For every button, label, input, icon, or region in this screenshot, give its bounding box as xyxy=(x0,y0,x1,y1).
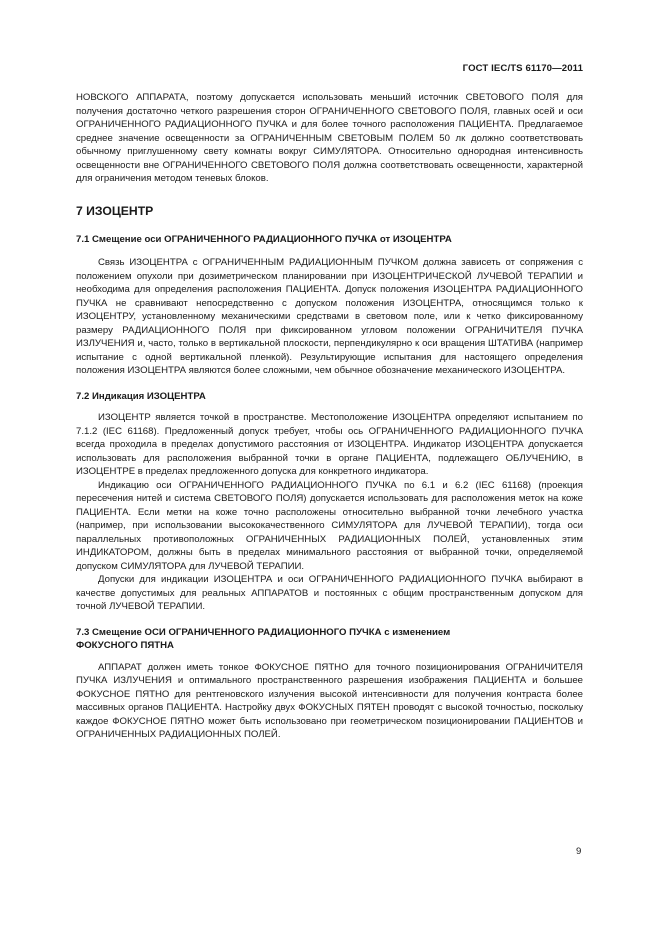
section-7-3-heading-line-1: 7.3 Смещение ОСИ ОГРАНИЧЕННОГО РАДИАЦИОННОГО ПУЧКА с изменением xyxy=(76,626,451,638)
intro-paragraph: НОВСКОГО АППАРАТА, поэтому допускается использовать меньший источник СВЕТОВОГО ПОЛЯ для получения достаточно четкого разрешения сторон ОГРАНИЧЕННОГО СВЕТОВОГО ПОЛЯ, главных осей и оси ОГРАНИЧЕННОГО РАДИАЦИОННОГО ПУЧКА и для более точного расположения ПАЦИЕНТА. Предлагаемое среднее значение освещенности за ОГРАНИЧЕННЫМ СВЕТОВЫМ ПОЛЕМ 50 лк должно соответствовать обычному приглушенному свету комнаты вокруг СИМУЛЯТОРА. Относительно однородная интенсивность освещенности вне ОГРАНИЧЕННОГО СВЕТОВОГО ПОЛЯ должна соответствовать освещенности, характерной для ограничения методом теневых блоков. xyxy=(76,92,583,184)
section-7-1-heading: 7.1 Смещение оси ОГРАНИЧЕННОГО РАДИАЦИОННОГО ПУЧКА от ИЗОЦЕНТРА xyxy=(76,233,452,245)
section-7-3-heading xyxy=(76,626,583,653)
section-7-2-paragraph-1: ИЗОЦЕНТР является точкой в пространстве. Местоположение ИЗОЦЕНТРА определяют испытанием по 7.1.2 (IEC 61168). Предложенный допуск требует, чтобы ось ОГРАНИЧЕННОГО РАДИАЦИОННОГО ПУЧКА всегда проходила в пределах допустимого расстояния от ИЗОЦЕНТРА. Индикатор ИЗОЦЕНТРА допускается использовать для расположения выбранной точки в органе ПАЦИЕНТА, подлежащего ОБЛУЧЕНИЮ, в ИЗОЦЕНТРЕ в пределах предложенного допуска для конкретного индикатора. xyxy=(76,412,583,477)
section-7-3-heading-line-2: ФОКУСНОГО ПЯТНА xyxy=(76,640,174,651)
page-content xyxy=(76,91,583,742)
section-7-2-paragraph-3: Допуски для индикации ИЗОЦЕНТРА и оси ОГРАНИЧЕННОГО РАДИАЦИОННОГО ПУЧКА выбирают в качестве допустимых для реальных АППАРАТОВ и постоянных с общим пространственным допуском для точной ЛУЧЕВОЙ ТЕРАПИИ. xyxy=(76,574,583,612)
section-7-1-paragraph: Связь ИЗОЦЕНТРА с ОГРАНИЧЕННЫМ РАДИАЦИОННЫМ ПУЧКОМ должна зависеть от сопряжения с положением опухоли при дозиметрическом планировании при ИЗОЦЕНТРИЧЕСКОЙ ЛУЧЕВОЙ ТЕРАПИИ и необходима для определения расположения ПАЦИЕНТА. Допуск положения ИЗОЦЕНТРА РАДИАЦИОННОГО ПУЧКА не сравнивают непосредственно с допуском положения ИЗОЦЕНТРА, относящимся только к ИЗОЦЕНТРУ, установленному механическими средствами в световом поле, или к четко фиксированному размеру РАДИАЦИОННОГО ПОЛЯ при фиксированном угловом положении ОГРАНИЧИТЕЛЯ ПУЧКА ИЗЛУЧЕНИЯ и, часто, только в вертикальной плоскости, перпендикулярно к оси вращения ШТАТИВА (например испытание с одной вертикальной пленкой). Результирующие испытания для настоящего определения положения ИЗОЦЕНТРА являются более сложными, чем обычное обозначение механического ИЗОЦЕНТРА. xyxy=(76,257,583,376)
section-7-3-paragraph: АППАРАТ должен иметь тонкое ФОКУСНОЕ ПЯТНО для точного позиционирования ОГРАНИЧИТЕЛЯ ПУЧКА ИЗЛУЧЕНИЯ и оптимального пространственного разрешения изображения ПАЦИЕНТА и большее ФОКУСНОЕ ПЯТНО для рентгеновского излучения высокой интенсивности для получения контраста более массивных органов ПАЦИЕНТА. Настройку двух ФОКУСНЫХ ПЯТЕН проводят с высокой точностью, поскольку каждое ФОКУСНОЕ ПЯТНО может быть использовано при геометрическом позиционировании ПАЦИЕНТОВ и ОГРАНИЧЕННЫХ РАДИАЦИОННЫХ ПОЛЕЙ. xyxy=(76,661,583,740)
section-7-2-heading: 7.2 Индикация ИЗОЦЕНТРА xyxy=(76,390,206,402)
page-number: 9 xyxy=(576,846,582,857)
section-7-2-paragraph-2: Индикацию оси ОГРАНИЧЕННОГО РАДИАЦИОННОГО ПУЧКА по 6.1 и 6.2 (IEC 61168) (проекция пересечения нитей и система СВЕТОВОГО ПОЛЯ) допускается использовать для расположения меток на коже ПАЦИЕНТА. Если метки на коже точно расположены относительно выбранной точки лечебного участка (например, при использовании высококачественного СИМУЛЯТОРА для ЛУЧЕВОЙ ТЕРАПИИ), тогда оси параллельных противоположных ОГРАНИЧЕННЫХ РАДИАЦИОННЫХ ПОЛЕЙ, установленных этим ИНДИКАТОРОМ, должны быть в пределах минимального расстояния от выбранной точки, определяемой допуском СИМУЛЯТОРА для ЛУЧЕВОЙ ТЕРАПИИ. xyxy=(76,479,583,572)
section-7-heading: 7 ИЗОЦЕНТР xyxy=(76,203,154,218)
standard-header: ГОСТ IEC/TS 61170—2011 xyxy=(462,63,583,74)
